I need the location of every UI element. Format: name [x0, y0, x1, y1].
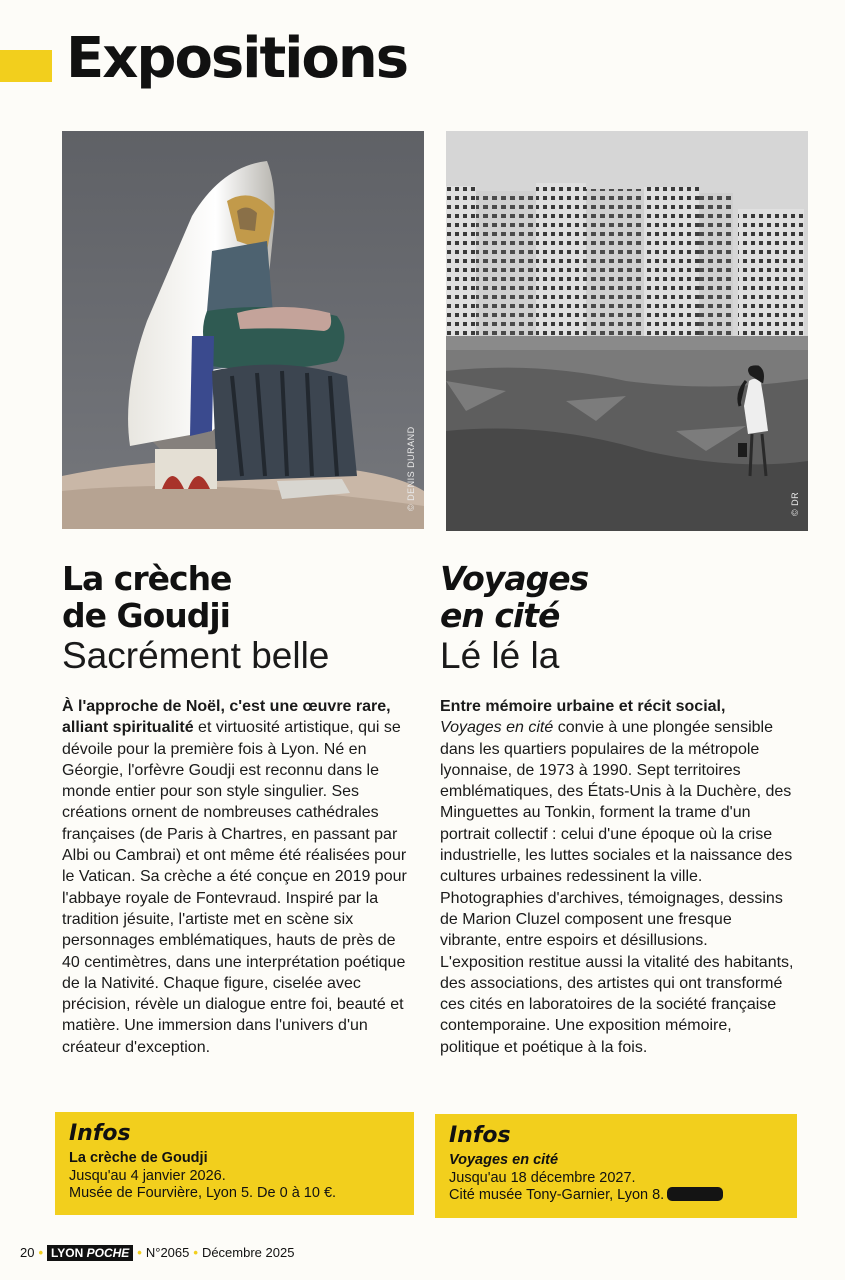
voyages-info-box	[435, 1114, 797, 1218]
housing-estate-photo	[446, 131, 808, 531]
info-dates: Jusqu'au 18 décembre 2027.	[449, 1169, 636, 1186]
page-title: Expositions	[66, 26, 408, 91]
photo-credit: © DR	[790, 491, 800, 516]
article-body	[440, 696, 795, 1058]
lead-text: À l'approche de Noël, c'est une œuvre rare, alliant spiritualité	[62, 698, 391, 737]
article-body	[62, 696, 407, 1058]
lead-text: Entre mémoire urbaine et récit social,	[440, 698, 726, 715]
separator-dot: •	[38, 1245, 44, 1260]
info-dates: Jusqu'au 4 janvier 2026.	[69, 1167, 226, 1184]
info-title: Infos	[449, 1123, 511, 1148]
info-venue: Musée de Fourvière, Lyon 5. De 0 à 10 €.	[69, 1185, 337, 1201]
photo-credit: © DENIS DURAND	[406, 426, 416, 511]
brand-text-italic: POCHE	[86, 1246, 130, 1260]
headline-line: La crèche	[62, 559, 232, 598]
creche-article	[62, 560, 407, 1058]
issue-date: Décembre 2025	[201, 1245, 295, 1260]
brand-text: LYON	[51, 1246, 84, 1260]
separator-dot: •	[193, 1245, 198, 1260]
body-text: et virtuosité artistique, qui se dévoile pour la première fois à Lyon. Né en Géorgie, l'orfèvre Goudji est reconnu dans le monde entier pour son style singulier. Ses créations ornent de nombreuses cathédrales françaises (de Paris à Chartres, en passant par Albi ou Cambrai) et ont même été réalisées pour le Vatican. Sa crèche a été conçue en 2019 pour l'abbaye royale de Fontevraud. Inspiré par la tradition jésuite, l'artiste met en scène six personnages emblématiques, hauts de près de 40 centimètres, dans une interprétation poétique de la Nativité. Chaque figure, ciselée avec précision, révèle un dialogue entre foi, beauté et matière. Une immersion dans l'univers d'un créateur d'exception.	[62, 719, 407, 1056]
article-subhead: Lé lé la	[440, 635, 560, 676]
brand-logo	[47, 1245, 133, 1261]
info-title: Infos	[69, 1121, 131, 1146]
separator-dot: •	[137, 1245, 142, 1260]
creche-photo	[62, 131, 424, 529]
info-event-name: Voyages en cité	[449, 1152, 559, 1168]
info-venue-row	[449, 1187, 783, 1205]
voyages-article	[440, 560, 795, 1058]
headline-line: de Goudji	[62, 596, 230, 635]
body-text: convie à une plongée sensible dans les quartiers populaires de la métropole lyonnaise, de 1973 à 1990. Sept territoires emblématiques, des États-Unis à la Duchère, des Minguettes au Tonkin, forment la trame d'un portrait collectif : celui d'une époque où la crise industrielle, les luttes sociales et la naissance des cultures urbaines redessinent la ville. Photographies d'archives, témoignages, dessins de Marion Cluzel composent une fresque vibrante, entre espoirs et désillusions. L'exposition restitue aussi la vitalité des habitants, des associations, des artistes qui ont transformé ces cités en laboratoires de la société française contemporaine. Une exposition mémoire, politique et poétique à la fois.	[440, 719, 794, 1056]
page-footer	[20, 1245, 294, 1261]
issue-number: N°2065	[145, 1245, 190, 1260]
article-subhead: Sacrément belle	[62, 635, 330, 676]
headline-line: en cité	[440, 596, 560, 635]
article-headline	[62, 560, 407, 634]
lead-title: Voyages en cité	[440, 719, 554, 737]
headline-line: Voyages	[440, 559, 589, 598]
page-number: 20	[20, 1245, 35, 1260]
info-event-name: La crèche de Goudji	[69, 1150, 208, 1166]
article-headline	[440, 560, 795, 634]
redaction-mark	[667, 1187, 723, 1201]
info-venue: Cité musée Tony-Garnier, Lyon 8.	[449, 1187, 665, 1203]
creche-info-box	[55, 1112, 414, 1215]
section-accent-bar	[0, 50, 52, 82]
